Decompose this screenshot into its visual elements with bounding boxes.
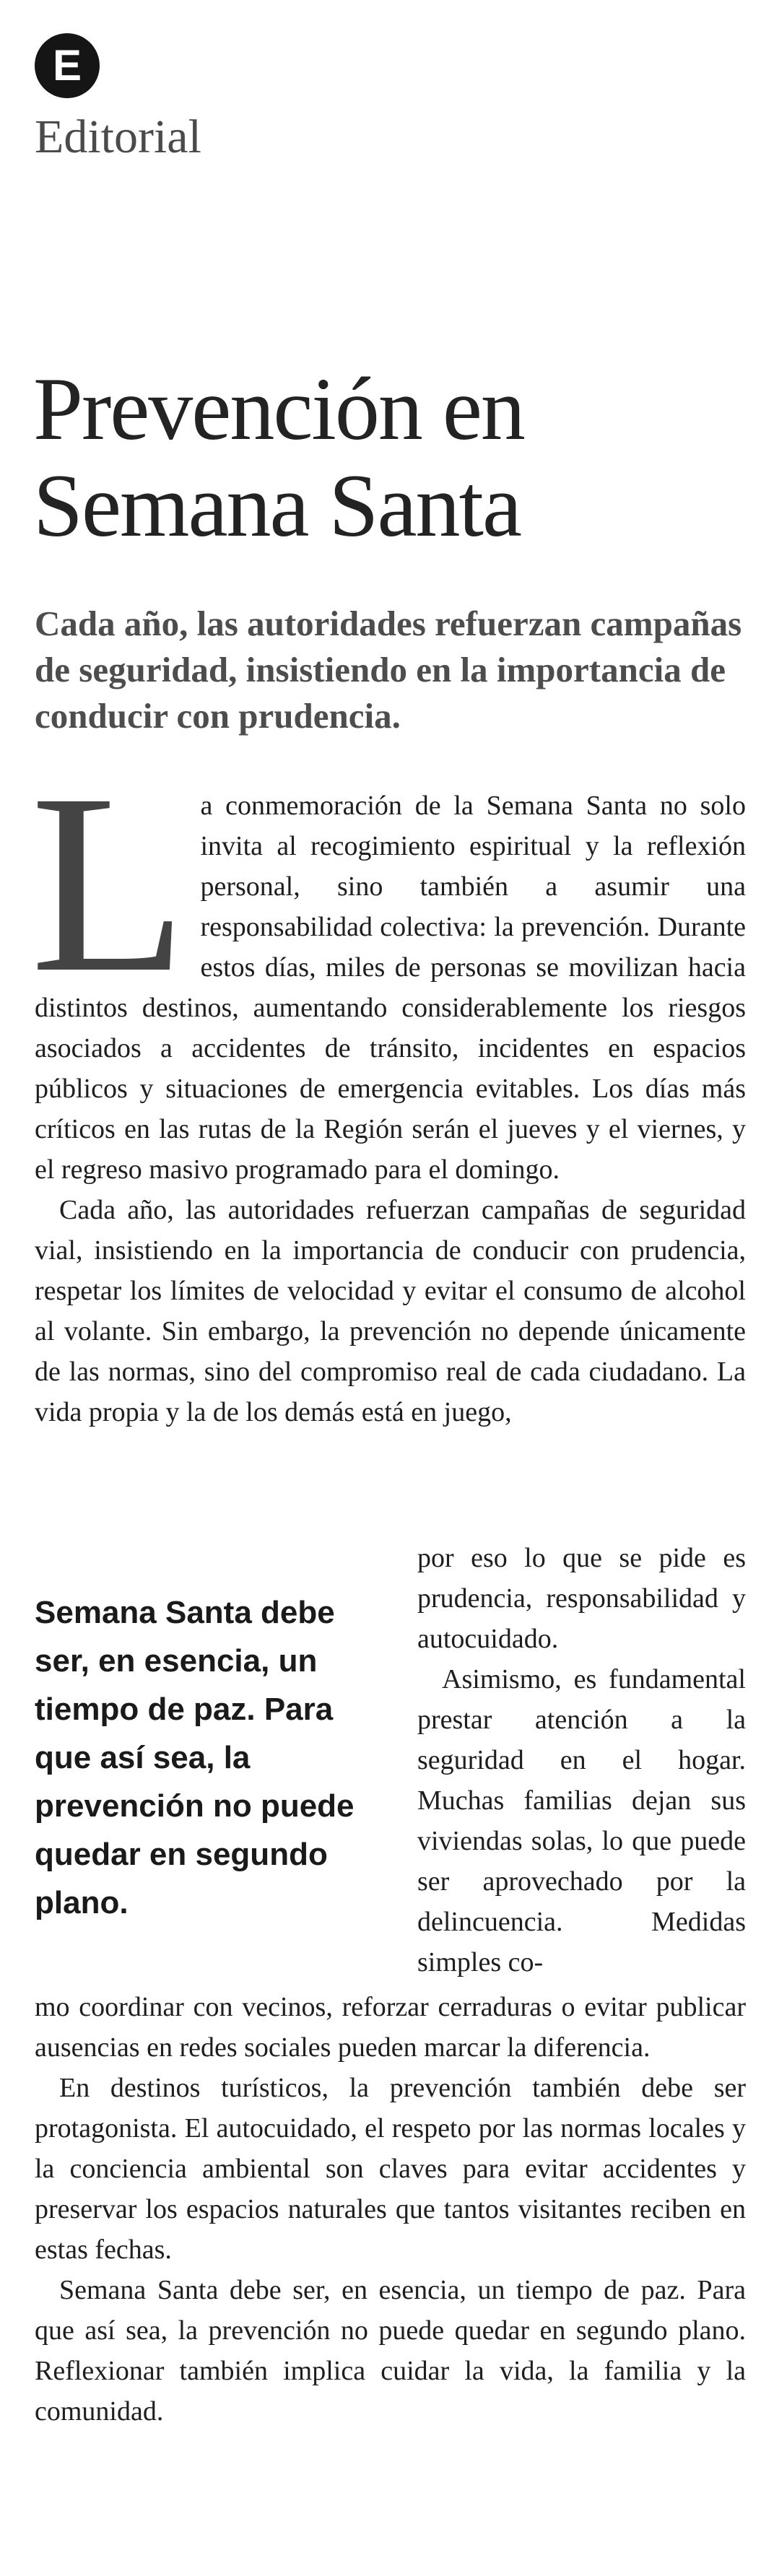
article-title: Prevención en Semana Santa <box>33 360 524 555</box>
section-label: Editorial <box>35 110 201 163</box>
article-body-top <box>30 741 746 1432</box>
article-body-bottom <box>35 1987 746 2432</box>
paragraph-2: Cada año, las autoridades refuerzan campañas de seguridad vial, insistiendo en la importancia de conducir con prudencia, respetar los límites de velocidad y evitar el consumo de alcohol al volante. Sin embargo, la prevención no depende únicamente de las normas, sino del compromiso real de cada ciudadano. La vida propia y la de los demás está en juego, <box>35 1195 746 1427</box>
paragraph-3-end: mo coordinar con vecinos, reforzar cerraduras o evitar publicar ausencias en redes sociales pueden marcar la diferencia. <box>35 1992 746 2063</box>
paragraph-1-text: a conmemoración de la Semana Santa no solo invita al recogimiento espiritual y la reflexión personal, sino también a asumir una responsabilidad colectiva: la prevención. Durante estos días, miles de personas se movilizan hacia distintos destinos, aumentando considerablemente los riesgos asociados a accidentes de tránsito, incidentes en espacios públicos y situaciones de emergencia evitables. Los días más críticos en las rutas de la Región serán el jueves y el viernes, y el regreso masivo programado para el domingo. <box>35 791 746 1185</box>
paragraph-1 <box>30 741 746 1190</box>
pull-quote: Semana Santa debe ser, en esencia, un tiempo de paz. Para que así sea, la prevención no puede quedar en segundo plano. <box>35 1595 355 1920</box>
article-lead: Cada año, las autoridades refuerzan campañas de seguridad, insistiendo en la importancia de conducir con prudencia. <box>35 604 742 736</box>
article-side-column <box>417 1538 746 1983</box>
paragraph-4: En destinos turísticos, la prevención también debe ser protagonista. El autocuidado, el respeto por las normas locales y la conciencia ambiental son claves para evitar accidentes y preservar los espacios naturales que tantos visitantes reciben en estas fechas. <box>35 2073 746 2265</box>
editorial-logo-badge: E <box>35 33 100 98</box>
drop-cap: L <box>30 741 188 1026</box>
paragraph-5: Semana Santa debe ser, en esencia, un tiempo de paz. Para que así sea, la prevención no puede quedar en segundo plano. Reflexionar también implica cuidar la vida, la familia y la comunidad. <box>35 2275 746 2427</box>
paragraph-3-start: Asimismo, es fundamental prestar atención a la seguridad en el hogar. Muchas familias dejan sus viviendas solas, lo que puede ser aprovechado por la delincuencia. Medidas simples co- <box>417 1664 746 1977</box>
paragraph-2-continued: por eso lo que se pide es prudencia, responsabilidad y autocuidado. <box>417 1543 746 1654</box>
